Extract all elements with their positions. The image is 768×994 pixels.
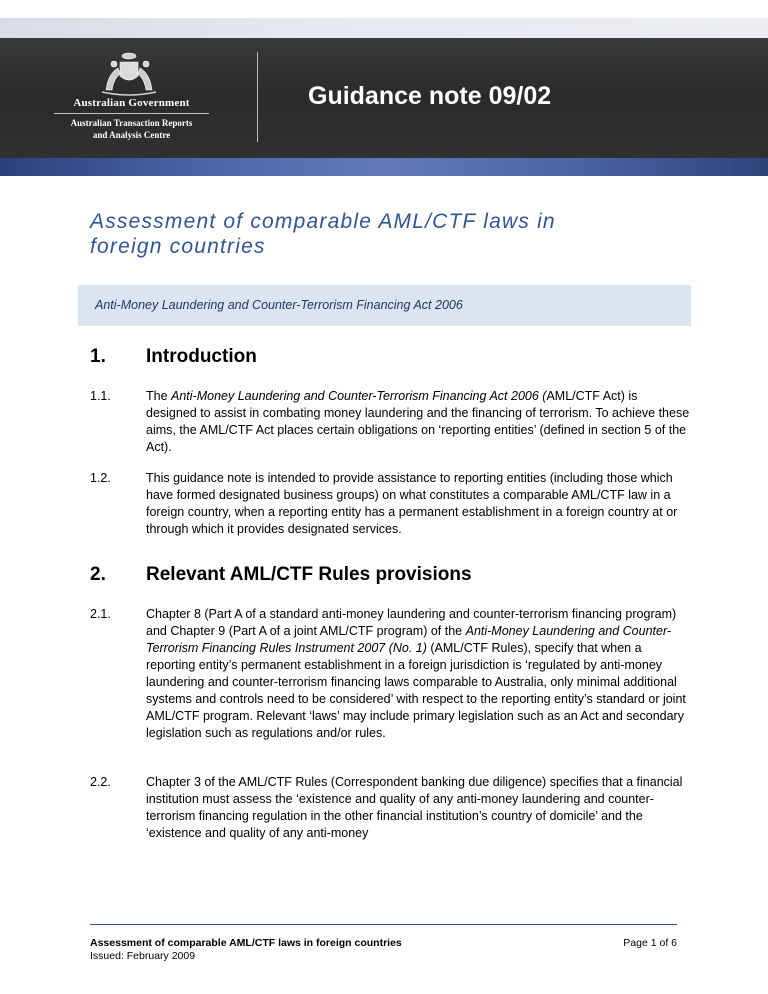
paragraph-text	[146, 388, 690, 456]
footer-issued-date: Issued: February 2009	[90, 950, 196, 962]
act-name-italic: Anti-Money Laundering and Counter-Terrorism Financing Act 2006 (	[171, 389, 547, 403]
agency-government: Australian Government	[73, 97, 190, 109]
guidance-note-title: Guidance note 09/02	[308, 82, 552, 110]
rules-instrument-italic: Anti-Money Laundering and Counter-Terrorism Financing Rules Instrument 2007 (No. 1)	[146, 624, 672, 655]
agency-logo-text	[54, 97, 209, 141]
paragraph-1-2	[90, 470, 690, 538]
act-reference-text: Anti-Money Laundering and Counter-Terrorism Financing Act 2006	[95, 298, 463, 312]
header-banner-accent	[0, 158, 768, 176]
act-reference-box	[78, 285, 691, 326]
paragraph-number: 2.2.	[90, 775, 111, 789]
paragraph-text	[146, 606, 690, 742]
agency-divider	[54, 113, 209, 114]
agency-org-line2: and Analysis Centre	[92, 130, 171, 140]
footer-title: Assessment of comparable AML/CTF laws in foreign countries	[90, 937, 402, 949]
footer-divider	[90, 924, 677, 925]
top-strip	[0, 18, 768, 38]
paragraph-text: Chapter 3 of the AML/CTF Rules (Correspondent banking due diligence) specifies that a financial institution must assess the ‘existence and quality of any anti-money laundering and counter-terrorism financing regulation in the other financial institution’s country of domicile’ and the ‘existence and quality of any anti-money	[146, 775, 683, 840]
section-number: 2.	[90, 564, 106, 585]
section-heading-rules-provisions	[90, 564, 472, 586]
agency-org-line1: Australian Transaction Reports	[70, 118, 193, 128]
section-number: 1.	[90, 346, 106, 367]
document-title-line2: foreign countries	[90, 235, 266, 258]
section-title: Introduction	[146, 346, 257, 367]
text-run: AML/CTF Act) is designed to assist in combating money laundering and the financing of terrorism. To achieve these aims, the AML/CTF Act places certain obligations on ‘reporting entities’ (defined in section 5 of the Act).	[146, 389, 690, 454]
text-run: The	[146, 389, 172, 403]
footer-info	[90, 937, 402, 963]
coat-of-arms-icon	[94, 50, 164, 96]
paragraph-1-1	[90, 388, 690, 456]
paragraph-text: This guidance note is intended to provide assistance to reporting entities (including those which have formed designated business groups) on what constitutes a comparable AML/CTF law in a foreign country, when a reporting entity has a permanent establishment in a foreign country at or through which it provides designated services.	[146, 471, 678, 536]
document-title	[90, 209, 690, 259]
section-heading-introduction	[90, 346, 257, 368]
paragraph-number: 1.2.	[90, 471, 111, 485]
paragraph-number: 2.1.	[90, 607, 111, 621]
page-number: Page 1 of 6	[623, 937, 677, 949]
document-title-line1: Assessment of comparable AML/CTF laws in	[90, 210, 556, 233]
section-title: Relevant AML/CTF Rules provisions	[146, 564, 472, 585]
paragraph-number: 1.1.	[90, 389, 111, 403]
text-run: (AML/CTF Rules), specify that when a reporting entity’s permanent establishment in a foreign jurisdiction is ‘regulated by anti-money laundering and counter-terrorism financing laws comparable to Australia, only minimal additional systems and controls need to be considered’ with respect to the reporting entity’s standard or joint AML/CTF program. Relevant ‘laws’ may include primary legislation such as an Act and secondary legislation such as regulations and/or rules.	[146, 641, 686, 740]
text-run: Chapter 8 (Part A of a standard anti-money laundering and counter-terrorism financing program) and Chapter 9 (Part A of a joint AML/CTF program) of the	[146, 607, 677, 638]
paragraph-2-2	[90, 774, 690, 842]
header-divider	[257, 52, 258, 142]
paragraph-2-1	[90, 606, 690, 742]
